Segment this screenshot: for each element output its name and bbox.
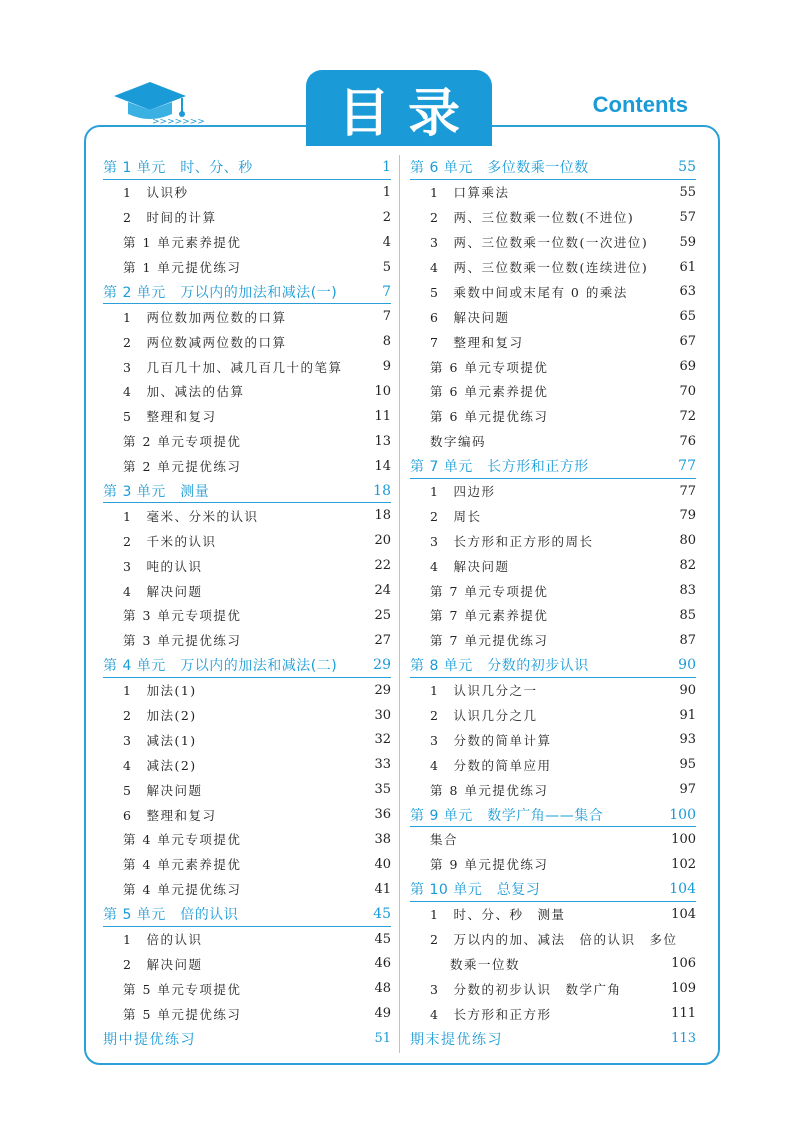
toc-page-number: 55 xyxy=(679,184,696,200)
toc-entry-title: 1 四边形 xyxy=(430,484,496,500)
toc-entry xyxy=(103,429,391,454)
toc-entry-title: 5 整理和复习 xyxy=(123,409,217,425)
toc-entry-title: 第 6 单元专项提优 xyxy=(430,359,549,375)
toc-page-number: 2 xyxy=(382,209,391,225)
toc-entry xyxy=(410,255,696,280)
toc-page-number: 7 xyxy=(382,309,391,325)
toc-page-number: 77 xyxy=(678,458,696,475)
toc-entry-title: 第 3 单元 测量 xyxy=(103,484,210,501)
toc-entry xyxy=(103,329,391,354)
toc-page-number: 100 xyxy=(669,806,696,823)
toc-page-number: 41 xyxy=(374,881,391,897)
toc-entry-title: 第 4 单元提优练习 xyxy=(123,882,242,898)
toc-entry xyxy=(410,752,696,777)
toc-entry-title: 第 1 单元 时、分、秒 xyxy=(103,160,253,177)
toc-left-column xyxy=(103,155,391,1051)
toc-page-number: 83 xyxy=(679,583,696,599)
toc-page-number: 104 xyxy=(671,906,696,922)
toc-entry xyxy=(103,230,391,255)
toc-entry xyxy=(410,479,696,504)
toc-page-number: 90 xyxy=(678,657,696,674)
toc-entry-title: 6 解决问题 xyxy=(430,309,510,325)
toc-entry xyxy=(410,528,696,553)
toc-page-number: 111 xyxy=(671,1006,696,1022)
toc-entry-title: 第 9 单元提优练习 xyxy=(430,857,549,873)
toc-unit-heading xyxy=(103,155,391,180)
toc-entry xyxy=(103,827,391,852)
toc-entry-title: 期末提优练习 xyxy=(410,1031,503,1048)
toc-entry-title: 第 6 单元 多位数乘一位数 xyxy=(410,160,589,177)
toc-page-number: 51 xyxy=(374,1031,391,1047)
toc-entry xyxy=(410,976,696,1001)
toc-entry-title: 第 4 单元 万以内的加法和减法(二) xyxy=(103,658,338,675)
toc-entry-title: 4 分数的简单应用 xyxy=(430,757,552,773)
toc-page-number: 5 xyxy=(382,259,391,275)
toc-entry-title: 集合 xyxy=(430,832,459,848)
toc-entry xyxy=(103,180,391,205)
toc-page-number: 97 xyxy=(679,782,696,798)
toc-entry-title: 1 时、分、秒 测量 xyxy=(430,907,566,923)
toc-exam-entry xyxy=(410,1026,696,1051)
toc-entry xyxy=(103,1001,391,1026)
toc-entry-title: 6 整理和复习 xyxy=(123,807,217,823)
toc-entry xyxy=(103,628,391,653)
toc-entry-title: 4 两、三位数乘一位数(连续进位) xyxy=(430,260,649,275)
toc-entry-title: 第 3 单元专项提优 xyxy=(123,608,242,624)
toc-entry-title: 第 2 单元提优练习 xyxy=(123,459,242,475)
toc-entry-title: 3 分数的简单计算 xyxy=(430,732,552,748)
toc-page-number: 87 xyxy=(679,632,696,648)
toc-entry-title: 4 解决问题 xyxy=(430,558,510,574)
toc-entry xyxy=(103,976,391,1001)
toc-entry-title: 第 5 单元提优练习 xyxy=(123,1006,242,1022)
toc-page-number: 76 xyxy=(679,433,696,449)
toc-entry-title: 4 长方形和正方形 xyxy=(430,1006,552,1022)
toc-entry xyxy=(410,180,696,205)
toc-unit-heading xyxy=(410,155,696,180)
toc-entry xyxy=(410,927,696,952)
toc-page-number: 67 xyxy=(679,334,696,350)
toc-entry xyxy=(410,952,696,977)
toc-entry-title: 2 认识几分之几 xyxy=(430,708,538,724)
toc-entry-title: 2 解决问题 xyxy=(123,956,203,972)
toc-entry xyxy=(103,852,391,877)
toc-entry xyxy=(103,503,391,528)
toc-entry-title: 第 1 单元提优练习 xyxy=(123,260,242,275)
toc-entry-title: 数字编码 xyxy=(430,434,487,450)
toc-page-number: 9 xyxy=(382,359,391,375)
toc-entry-title: 第 3 单元提优练习 xyxy=(123,633,242,649)
toc-entry xyxy=(103,255,391,280)
toc-page-number: 10 xyxy=(374,383,391,399)
toc-entry xyxy=(410,230,696,255)
toc-entry-title: 2 万以内的加、减法 倍的认识 多位 xyxy=(430,932,678,948)
toc-entry xyxy=(103,927,391,952)
toc-entry xyxy=(410,827,696,852)
toc-entry-title: 1 认识几分之一 xyxy=(430,683,538,699)
toc-entry-title: 第 4 单元素养提优 xyxy=(123,857,242,873)
toc-entry xyxy=(103,952,391,977)
toc-entry xyxy=(410,404,696,429)
svg-text:>>>>>>>: >>>>>>> xyxy=(152,117,205,127)
toc-entry xyxy=(410,354,696,379)
toc-page-number: 91 xyxy=(679,707,696,723)
toc-page-number: 102 xyxy=(671,856,696,872)
toc-entry xyxy=(410,678,696,703)
toc-page-number: 29 xyxy=(374,682,391,698)
toc-entry-title: 7 整理和复习 xyxy=(430,334,524,350)
toc-page-number: 40 xyxy=(374,856,391,872)
toc-entry-title: 第 8 单元 分数的初步认识 xyxy=(410,658,589,675)
toc-page-number: 20 xyxy=(374,533,391,549)
toc-entry xyxy=(410,429,696,454)
toc-entry-title: 1 加法(1) xyxy=(123,683,197,699)
toc-entry-title: 1 认识秒 xyxy=(123,185,189,201)
toc-right-column xyxy=(410,155,696,1051)
toc-entry xyxy=(103,777,391,802)
toc-entry xyxy=(103,454,391,479)
toc-page-number: 35 xyxy=(374,782,391,798)
toc-unit-heading xyxy=(103,279,391,304)
toc-page-number: 106 xyxy=(671,956,696,972)
toc-entry xyxy=(410,503,696,528)
toc-page-number: 18 xyxy=(373,483,391,500)
toc-entry-title: 1 毫米、分米的认识 xyxy=(123,508,259,524)
toc-page-number: 61 xyxy=(679,259,696,275)
toc-entry-title: 第 6 单元素养提优 xyxy=(430,384,549,400)
toc-entry xyxy=(103,528,391,553)
toc-entry xyxy=(410,329,696,354)
toc-entry xyxy=(410,603,696,628)
toc-entry-title: 2 千米的认识 xyxy=(123,533,217,549)
toc-entry-title: 第 10 单元 总复习 xyxy=(410,882,541,899)
toc-page-number: 95 xyxy=(679,757,696,773)
toc-entry-title: 第 7 单元素养提优 xyxy=(430,608,549,624)
toc-page-number: 45 xyxy=(373,906,391,923)
toc-entry xyxy=(103,553,391,578)
toc-entry-title: 第 6 单元提优练习 xyxy=(430,409,549,425)
toc-entry-title: 第 8 单元提优练习 xyxy=(430,782,549,798)
toc-entry xyxy=(103,727,391,752)
toc-page-number: 27 xyxy=(374,632,391,648)
toc-page-number: 57 xyxy=(679,209,696,225)
toc-entry xyxy=(410,205,696,230)
toc-page-number: 46 xyxy=(374,956,391,972)
toc-entry-title: 3 分数的初步认识 数学广角 xyxy=(430,981,622,997)
graduation-cap-icon xyxy=(108,76,205,127)
toc-entry-title: 4 减法(2) xyxy=(123,757,197,773)
toc-entry xyxy=(410,279,696,304)
toc-unit-heading xyxy=(103,479,391,504)
toc-entry-title: 4 解决问题 xyxy=(123,583,203,599)
toc-entry-title: 4 加、减法的估算 xyxy=(123,384,245,400)
toc-entry xyxy=(410,777,696,802)
toc-page-number: 55 xyxy=(678,159,696,176)
toc-page-number: 104 xyxy=(669,881,696,898)
toc-page-number: 90 xyxy=(679,682,696,698)
toc-entry-title: 2 时间的计算 xyxy=(123,210,217,226)
toc-page-number: 18 xyxy=(374,508,391,524)
toc-page-number: 69 xyxy=(679,359,696,375)
toc-entry-title: 第 7 单元专项提优 xyxy=(430,583,549,599)
title-banner xyxy=(306,70,492,146)
toc-page-number: 13 xyxy=(374,433,391,449)
toc-page-number: 109 xyxy=(671,981,696,997)
column-divider xyxy=(399,155,400,1053)
toc-page-number: 22 xyxy=(374,558,391,574)
toc-page-number: 38 xyxy=(374,831,391,847)
toc-page-number: 100 xyxy=(671,831,696,847)
toc-entry xyxy=(410,553,696,578)
toc-entry xyxy=(410,379,696,404)
toc-page-number: 63 xyxy=(679,284,696,300)
toc-entry-title: 5 解决问题 xyxy=(123,782,203,798)
toc-entry xyxy=(410,628,696,653)
toc-entry-title: 第 2 单元专项提优 xyxy=(123,434,242,450)
toc-entry xyxy=(410,852,696,877)
toc-page-number: 59 xyxy=(679,234,696,250)
toc-entry-title: 期中提优练习 xyxy=(103,1031,196,1048)
toc-page-number: 93 xyxy=(679,732,696,748)
toc-entry-title: 2 加法(2) xyxy=(123,708,197,724)
toc-entry xyxy=(103,603,391,628)
toc-entry-title: 3 吨的认识 xyxy=(123,558,203,574)
toc-page-number: 11 xyxy=(374,408,391,424)
page-title: 目录 xyxy=(337,83,478,144)
toc-unit-heading xyxy=(410,653,696,678)
toc-entry xyxy=(103,304,391,329)
toc-page-number: 1 xyxy=(382,159,391,176)
toc-entry-title: 第 5 单元 倍的认识 xyxy=(103,907,239,924)
toc-entry xyxy=(103,752,391,777)
toc-page-number: 30 xyxy=(374,707,391,723)
toc-entry xyxy=(103,678,391,703)
toc-page-number: 8 xyxy=(382,334,391,350)
toc-page-number: 7 xyxy=(382,283,391,300)
toc-entry xyxy=(410,578,696,603)
toc-entry-title: 第 5 单元专项提优 xyxy=(123,981,242,997)
toc-entry-title: 1 口算乘法 xyxy=(430,185,510,201)
toc-page-number: 49 xyxy=(374,1006,391,1022)
toc-entry xyxy=(410,304,696,329)
toc-entry xyxy=(410,902,696,927)
toc-page-number: 70 xyxy=(679,383,696,399)
toc-entry xyxy=(410,703,696,728)
toc-entry-title: 5 乘数中间或末尾有 0 的乘法 xyxy=(430,284,628,300)
toc-page-number: 29 xyxy=(373,657,391,674)
toc-entry-title: 1 倍的认识 xyxy=(123,932,203,948)
toc-page-number: 1 xyxy=(382,184,391,200)
toc-entry xyxy=(103,205,391,230)
toc-entry xyxy=(103,379,391,404)
toc-entry xyxy=(103,802,391,827)
toc-page-number: 65 xyxy=(679,309,696,325)
toc-entry xyxy=(410,1001,696,1026)
toc-entry-title: 1 两位数加两位数的口算 xyxy=(123,309,287,325)
toc-page-number: 77 xyxy=(679,483,696,499)
toc-entry-title: 2 两位数减两位数的口算 xyxy=(123,334,287,350)
toc-page-number: 72 xyxy=(679,408,696,424)
toc-page-number: 33 xyxy=(374,757,391,773)
toc-entry-title: 2 两、三位数乘一位数(不进位) xyxy=(430,210,635,226)
toc-entry-title: 3 长方形和正方形的周长 xyxy=(430,533,594,549)
toc-unit-heading xyxy=(410,454,696,479)
toc-exam-entry xyxy=(103,1026,391,1051)
toc-entry-title: 数乘一位数 xyxy=(450,956,521,972)
toc-page-number: 45 xyxy=(374,931,391,947)
toc-entry xyxy=(103,703,391,728)
toc-entry xyxy=(103,404,391,429)
toc-entry-title: 3 几百几十加、减几百几十的笔算 xyxy=(123,359,343,375)
toc-page-number: 36 xyxy=(374,807,391,823)
toc-unit-heading xyxy=(410,877,696,902)
toc-entry-title: 第 4 单元专项提优 xyxy=(123,832,242,848)
toc-page-number: 85 xyxy=(679,607,696,623)
toc-entry-title: 3 减法(1) xyxy=(123,732,197,748)
toc-entry xyxy=(103,354,391,379)
toc-entry xyxy=(103,578,391,603)
toc-page-number: 24 xyxy=(374,583,391,599)
toc-entry-title: 第 1 单元素养提优 xyxy=(123,235,242,251)
toc-unit-heading xyxy=(103,902,391,927)
toc-page-number: 4 xyxy=(382,234,391,250)
toc-page-number: 25 xyxy=(374,607,391,623)
toc-page-number: 113 xyxy=(671,1031,696,1047)
toc-page-number: 79 xyxy=(679,508,696,524)
toc-entry-title: 第 9 单元 数学广角——集合 xyxy=(410,807,604,824)
toc-page-number: 48 xyxy=(374,981,391,997)
contents-label: Contents xyxy=(592,92,688,117)
toc-entry-title: 3 两、三位数乘一位数(一次进位) xyxy=(430,235,649,251)
toc-entry xyxy=(410,727,696,752)
toc-page-number: 32 xyxy=(374,732,391,748)
toc-page-number: 80 xyxy=(679,533,696,549)
toc-unit-heading xyxy=(103,653,391,678)
toc-page-number: 82 xyxy=(679,558,696,574)
toc-page-number: 14 xyxy=(374,458,391,474)
toc-entry-title: 第 7 单元提优练习 xyxy=(430,633,549,649)
toc-unit-heading xyxy=(410,802,696,827)
toc-entry-title: 第 7 单元 长方形和正方形 xyxy=(410,459,589,476)
toc-entry xyxy=(103,877,391,902)
toc-entry-title: 2 周长 xyxy=(430,508,482,524)
toc-entry-title: 第 2 单元 万以内的加法和减法(一) xyxy=(103,284,338,301)
